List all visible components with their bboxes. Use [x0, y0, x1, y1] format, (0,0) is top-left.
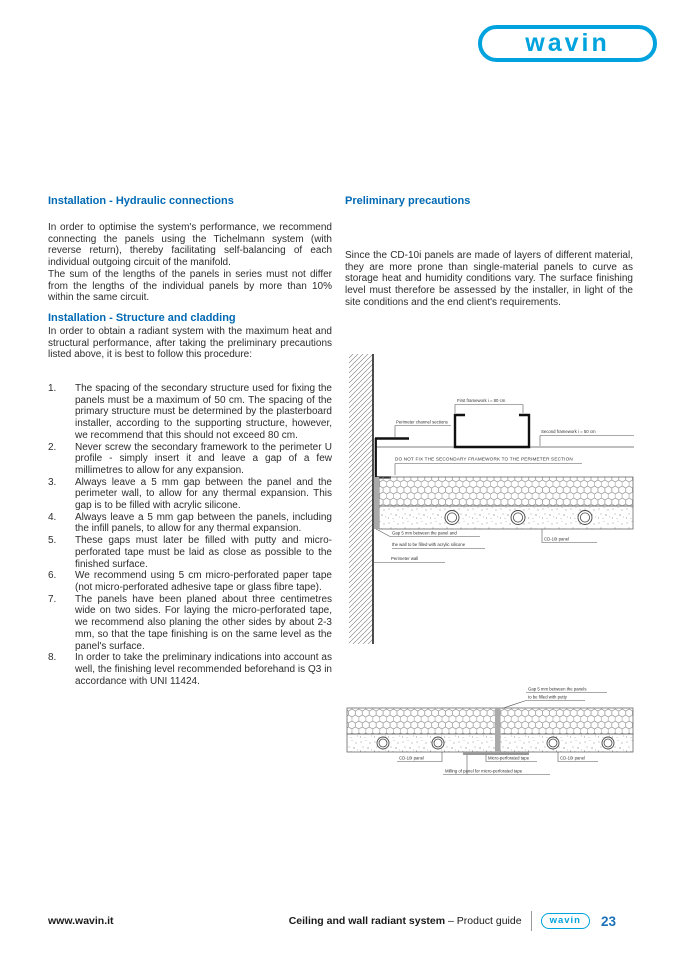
- left-column: [48, 195, 332, 687]
- c-channel-profile: [455, 415, 529, 447]
- page-footer: [48, 911, 616, 931]
- list-item: [48, 594, 332, 653]
- wavin-footer-logo-text: wavin: [549, 915, 581, 926]
- list-item-number: 5.: [48, 535, 57, 547]
- document-title-rest: – Product guide: [445, 915, 522, 927]
- wavin-logo: [478, 25, 657, 62]
- label-gap-line2: the wall to be filled with acrylic silicone: [392, 542, 466, 547]
- list-item-number: 8.: [48, 652, 57, 664]
- list-item-number: 2.: [48, 441, 57, 453]
- procedure-list: [48, 383, 332, 687]
- panel-insulation-layer: [347, 708, 633, 734]
- label-panel-right: CD-10i panel: [560, 755, 586, 761]
- right-column: [345, 195, 633, 309]
- list-item-number: 7.: [48, 593, 57, 605]
- heading-hydraulic-connections: Installation - Hydraulic connections: [48, 195, 234, 207]
- panel-joint-gap-putty: [495, 708, 501, 752]
- leader-second-framework: [540, 436, 634, 447]
- panel-plaster-layer: [379, 506, 633, 529]
- list-item-text: Never screw the secondary framework to the perimeter U profile - simply insert it and leave a gap of a few millimetres to allow for any expansion.: [75, 441, 332, 476]
- list-item: [48, 512, 332, 535]
- list-item-number: 6.: [48, 570, 57, 582]
- paragraph-hydraulic-1: In order to optimise the system's performance, we recommend connecting the panels using the Tichelmann system (with reverse return), thereby facilitating self-balancing of each individual outgoing circuit of the manifold.: [48, 222, 332, 269]
- label-gap-panels-line1: Gap 5 mm between the panels: [528, 686, 587, 692]
- paragraph-precautions: Since the CD-10i panels are made of layers of different material, they are more prone than single-material panels to curve as storage heat and humidity conditions vary. The surface finishing level must therefore be assessed by the installer, in light of the site conditions and the end client's requirements.: [345, 250, 633, 308]
- wavin-logo-text: wavin: [525, 29, 610, 57]
- list-item-text: Always leave a 5 mm gap between the panels, including the infill panels, to allow for any thermal expansion.: [75, 511, 332, 535]
- list-item-number: 4.: [48, 511, 57, 523]
- list-item: [48, 652, 332, 687]
- list-item-text: The panels have been planed about three centimetres wide on two sides. For laying the micro-perforated tape, we recommend also planing the other sides by about 2-3 mm, so that the tape finishing is on the same level as the panel's surface.: [75, 593, 332, 652]
- document-title: [289, 915, 522, 927]
- paragraph-hydraulic-2: The sum of the lengths of the panels in series must not differ from the lengths of the individual panels by more than 10% within the same circuit.: [48, 268, 332, 304]
- list-item: [48, 535, 332, 570]
- leader-perimeter-channel: [395, 426, 451, 438]
- list-item-text: In order to take the preliminary indications into account as well, the finishing level recommended beforehand is Q3 in accordance with UNI 11424.: [75, 652, 332, 687]
- perimeter-wall-hatch: [349, 354, 373, 644]
- label-gap-panels-line2: to be filled with putty: [528, 694, 567, 700]
- wavin-footer-logo: [541, 913, 590, 929]
- leader-first-framework: [455, 405, 523, 414]
- label-warning: DO NOT FIX THE SECONDARY FRAMEWORK TO THE PERIMETER SECTION: [395, 456, 573, 462]
- panel-plaster-layer: [347, 734, 633, 752]
- label-gap-line1: Gap 5 mm between the panel and: [392, 530, 457, 536]
- list-item-number: 3.: [48, 476, 57, 488]
- diagram-panel-joint-section: [345, 683, 635, 788]
- paragraph-structure-intro: In order to obtain a radiant system with the maximum heat and structural performance, after taking the preliminary precautions listed above, it is best to follow this procedure:: [48, 325, 332, 361]
- list-item-text: These gaps must later be filled with putty and micro-perforated tape must be laid as close as possible to the finished surface.: [75, 535, 332, 570]
- list-item: [48, 383, 332, 442]
- panel-insulation-layer: [379, 477, 633, 506]
- label-first-framework: First framework i = 80 cm: [457, 398, 506, 403]
- website-link[interactable]: www.wavin.it: [48, 915, 114, 927]
- document-title-bold: Ceiling and wall radiant system: [288, 915, 446, 927]
- wall-gap-silicone: [374, 477, 379, 529]
- list-item-text: The spacing of the secondary structure used for fixing the panels must be a maximum of 50 cm. The spacing of the primary structure must be determined by the plasterboard installer, according to the supporting structure, however, we recommend that this should not exceed 80 cm.: [75, 383, 332, 441]
- leader-gap-panels: [502, 701, 585, 709]
- label-panel-left: CD-10i panel: [399, 755, 425, 761]
- label-perimeter-channel: Perimeter channel sections: [396, 419, 448, 425]
- label-cd10i-panel: CD-10i panel: [544, 536, 570, 542]
- list-item: [48, 442, 332, 477]
- list-item-number: 1.: [48, 383, 57, 395]
- list-item-text: Always leave a 5 mm gap between the panel and the perimeter wall, to allow for any thermal expansion. This gap is to be filled with acrylic silicone.: [75, 476, 332, 512]
- list-item-text: We recommend using 5 cm micro-perforated paper tape (not micro-perforated adhesive tape or glass fibre tape).: [75, 570, 332, 593]
- footer-divider: [531, 911, 532, 931]
- list-item: [48, 477, 332, 512]
- label-tape: Micro-perforated tape: [488, 755, 530, 761]
- heading-structure-cladding: Installation - Structure and cladding: [48, 311, 236, 324]
- leader-warning: [395, 464, 582, 476]
- footer-right-group: [289, 911, 616, 931]
- label-second-framework: Second framework i = 50 cm: [541, 429, 596, 434]
- page-number: 23: [600, 913, 616, 929]
- diagram-perimeter-wall-section: [345, 352, 635, 647]
- label-perimeter-wall: Perimeter wall: [391, 556, 419, 561]
- heading-preliminary-precautions: Preliminary precautions: [345, 195, 471, 207]
- list-item: [48, 570, 332, 593]
- label-milling: Milling of panel for micro-perforated tape: [445, 768, 523, 774]
